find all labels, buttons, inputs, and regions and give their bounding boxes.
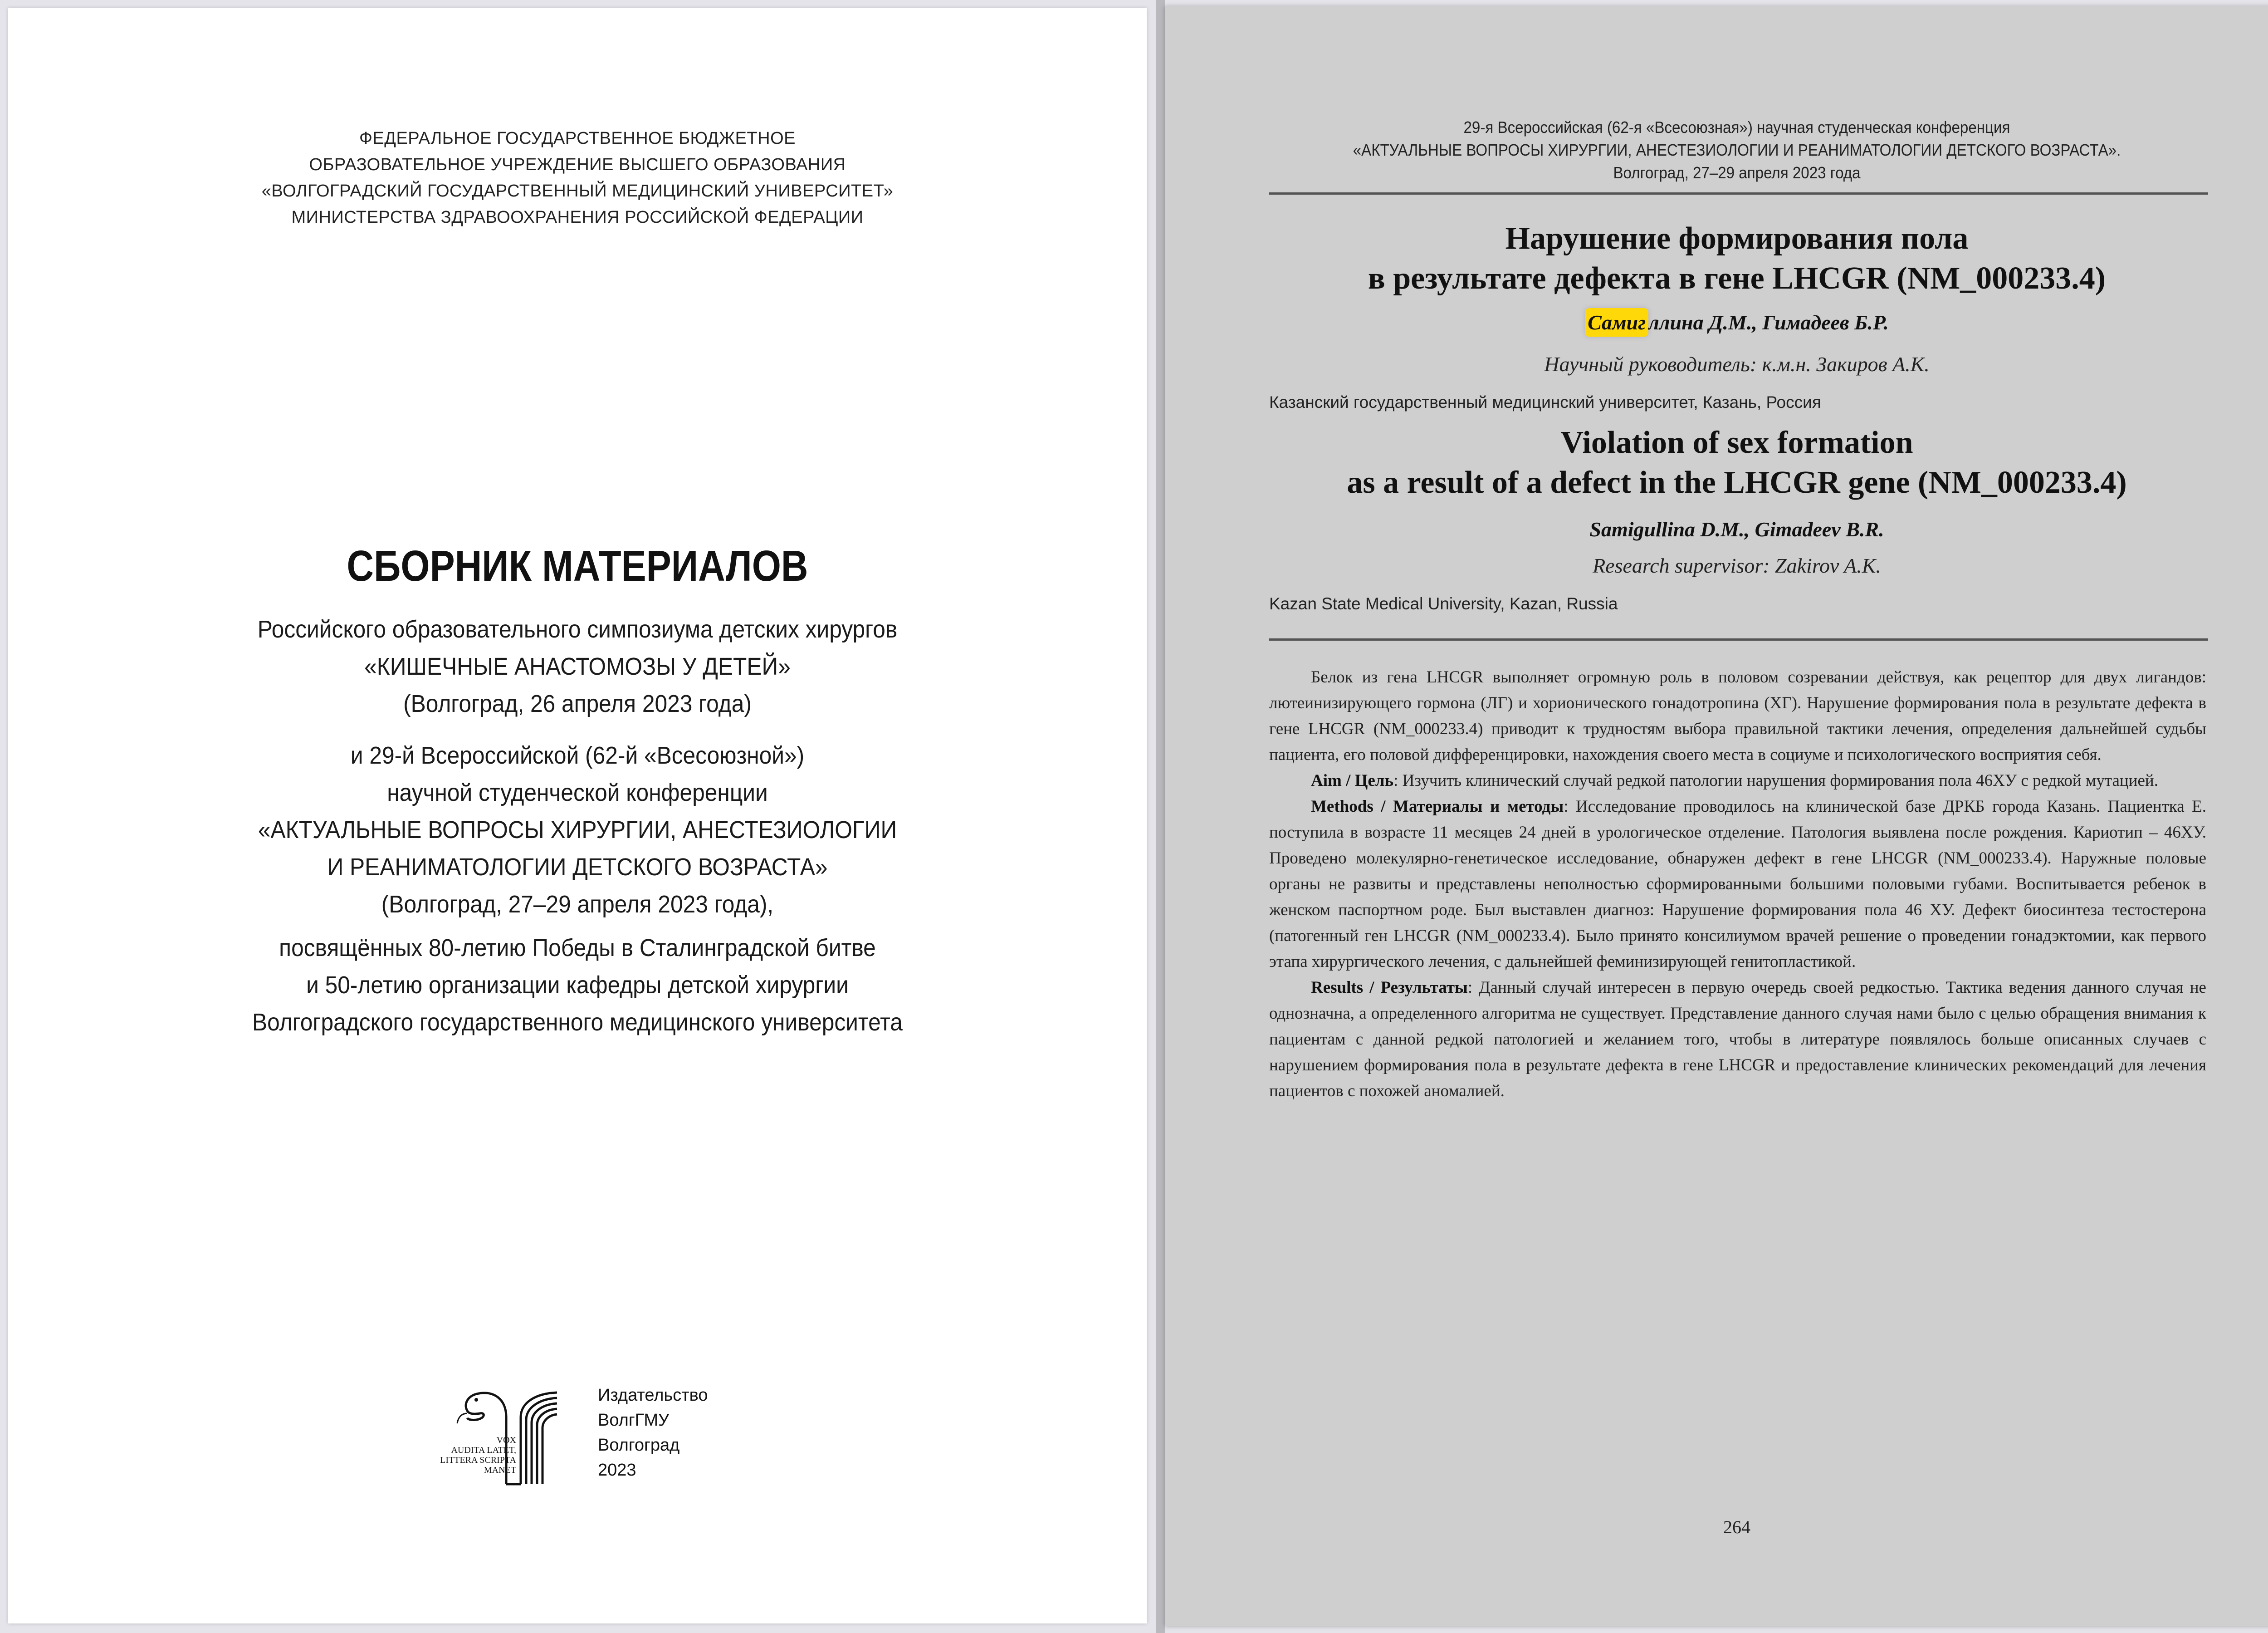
motto-line: LITTERA SCRIPTA [440, 1455, 516, 1465]
russian-affiliation: Казанский государственный медицинский университет, Казань, Россия [1269, 393, 1821, 412]
running-header-line: «АКТУАЛЬНЫЕ ВОПРОСЫ ХИРУРГИИ, АНЕСТЕЗИОЛОГИИ И РЕАНИМАТОЛОГИИ ДЕТСКОГО ВОЗРАСТА». [1353, 141, 2121, 159]
methods-text: : Исследование проводилось на клинической базе ДРКБ города Казань. Пациентка Е. поступила в возрасте 11 месяцев 24 дней в урологическое отделение. Патология выявлена после рождения. Кариотип – 46ХУ. Проведено молекулярно-генетическое исследование, обнаружен дефект в гене LHCGR (NM_000233.4). Наружные половые органы не развиты и представлены неполностью сформированными большими половыми губами. Воспитывается ребенок в женском паспортном роде. Был выставлен диагноз: Нарушение формирования пола 46 ХУ. Дефект биосинтеза тестостерона (патогенный ген LHCGR (NM_000233.4). Было принято консилиумом врачей решение о проведении гонадэктомии, как первого этапа хирургического лечения, с дальнейшей феминизирующей генитопластикой. [1269, 797, 2206, 971]
title-line: в результате дефекта в гене LHCGR (NM_000233.4) [1368, 261, 2106, 296]
symposium-line: Российского образовательного симпозиума детских хирургов [257, 616, 898, 643]
title-line: Нарушение формирования пола [1505, 221, 1969, 256]
publisher-line: ВолгГМУ [598, 1411, 670, 1430]
russian-supervisor: Научный руководитель: к.м.н. Закиров А.К. [1544, 353, 1930, 376]
conference-line: «АКТУАЛЬНЫЕ ВОПРОСЫ ХИРУРГИИ, АНЕСТЕЗИОЛОГИИ [258, 816, 897, 843]
running-header-line: 29-я Всероссийская (62-я «Всесоюзная») научная студенческая конференция [1463, 118, 2010, 137]
page-divider [1156, 0, 1165, 1633]
publisher-line: Издательство [598, 1386, 708, 1405]
methods-paragraph [1269, 794, 2206, 975]
article-page [1165, 6, 2268, 1626]
dedication-block [8, 929, 1147, 1041]
russian-title [1165, 219, 2268, 299]
institution-header [8, 125, 1147, 230]
symposium-line: (Волгоград, 26 апреля 2023 года) [403, 690, 752, 717]
english-authors: Samigullina D.M., Gimadeev B.R. [1589, 518, 1884, 541]
conference-block [8, 737, 1147, 923]
header-line: МИНИСТЕРСТВА ЗДРАВООХРАНЕНИЯ РОССИЙСКОЙ ФЕДЕРАЦИИ [291, 208, 864, 227]
dedication-line: посвящённых 80-летию Победы в Сталинградской битве [279, 934, 876, 961]
publisher-line: 2023 [598, 1461, 636, 1480]
logo-motto [430, 1435, 516, 1475]
section-rule [1269, 638, 2208, 641]
dedication-line: и 50-летию организации кафедры детской хирургии [306, 971, 849, 999]
methods-label: Methods / Материалы и методы [1311, 797, 1564, 816]
symposium-block [8, 611, 1147, 722]
book-cover-page [8, 8, 1147, 1623]
header-rule [1269, 192, 2208, 195]
abstract-body [1269, 664, 2206, 1104]
title-line: Violation of sex formation [1560, 425, 1913, 460]
running-header [1165, 116, 2268, 184]
aim-text: : Изучить клинический случай редкой патологии нарушения формирования пола 46ХУ с редкой мутацией. [1393, 771, 2158, 790]
symposium-line: «КИШЕЧНЫЕ АНАСТОМОЗЫ У ДЕТЕЙ» [364, 653, 791, 680]
title-line: as a result of a defect in the LHCGR gene (NM_000233.4) [1347, 465, 2127, 500]
publisher-info [598, 1383, 708, 1483]
english-supervisor: Research supervisor: Zakirov A.K. [1593, 554, 1881, 577]
results-label: Results / Результаты [1311, 978, 1468, 997]
dedication-line: Волгоградского государственного медицинского университета [252, 1009, 903, 1036]
publisher-line: Волгоград [598, 1436, 680, 1455]
conference-line: (Волгоград, 27–29 апреля 2023 года), [381, 891, 774, 918]
intro-paragraph: Белок из гена LHCGR выполняет огромную роль в половом созревании действуя, как рецептор для двух лигандов: лютеинизирующего гормона (ЛГ) и хорионического гонадотропина (ХГ). Нарушение формирования пола в результате дефекта в гене LHCGR (NM_000233.4) приводит к трудностям выбора правильной тактики лечения, определения дальнейшей судьбы пациента, его половой дифференцировки, нахождения своего места в социуме и психологического восприятия себя. [1269, 668, 2206, 764]
header-line: «ВОЛГОГРАДСКИЙ ГОСУДАРСТВЕННЫЙ МЕДИЦИНСКИЙ УНИВЕРСИТЕТ» [261, 181, 894, 201]
results-paragraph [1269, 975, 2206, 1104]
results-text: : Данный случай интересен в первую очередь своей редкостью. Тактика ведения данного случая не однозначна, а определенного алгоритма не существует. Представление данного случая нами было с целью обращения внимания к пациентам с данной редкой патологией и желанием того, чтобы в литературе появлялось больше описанных случаев с нарушением формирования пола в результате дефекта в гене LHCGR и предоставление клинических рекомендаций для лечения пациентов с похожей аномалией. [1269, 978, 2206, 1100]
conference-line: И РЕАНИМАТОЛОГИИ ДЕТСКОГО ВОЗРАСТА» [327, 853, 828, 881]
motto-line: VOX [496, 1435, 516, 1445]
conference-line: и 29-й Всероссийской (62-й «Всесоюзной») [350, 742, 805, 769]
motto-line: AUDITA LATET, [451, 1445, 516, 1455]
conference-line: научной студенческой конференции [387, 779, 768, 806]
motto-line: MANET [484, 1465, 516, 1475]
page-number: 264 [1723, 1517, 1750, 1537]
english-affiliation: Kazan State Medical University, Kazan, Russia [1269, 594, 1618, 613]
aim-label: Aim / Цель [1311, 771, 1394, 790]
english-title [1165, 423, 2268, 503]
authors-rest: ллина Д.М., Гимадеев Б.Р. [1648, 311, 1889, 334]
header-line: ФЕДЕРАЛЬНОЕ ГОСУДАРСТВЕННОЕ БЮДЖЕТНОЕ [359, 129, 796, 148]
running-header-line: Волгоград, 27–29 апреля 2023 года [1613, 163, 1861, 182]
russian-authors [1165, 310, 2268, 334]
aim-paragraph [1269, 768, 2206, 794]
header-line: ОБРАЗОВАТЕЛЬНОЕ УЧРЕЖДЕНИЕ ВЫСШЕГО ОБРАЗОВАНИЯ [309, 155, 846, 174]
search-highlight[interactable]: Самиг [1585, 308, 1648, 337]
book-title: СБОРНИК МАТЕРИАЛОВ [347, 542, 808, 590]
